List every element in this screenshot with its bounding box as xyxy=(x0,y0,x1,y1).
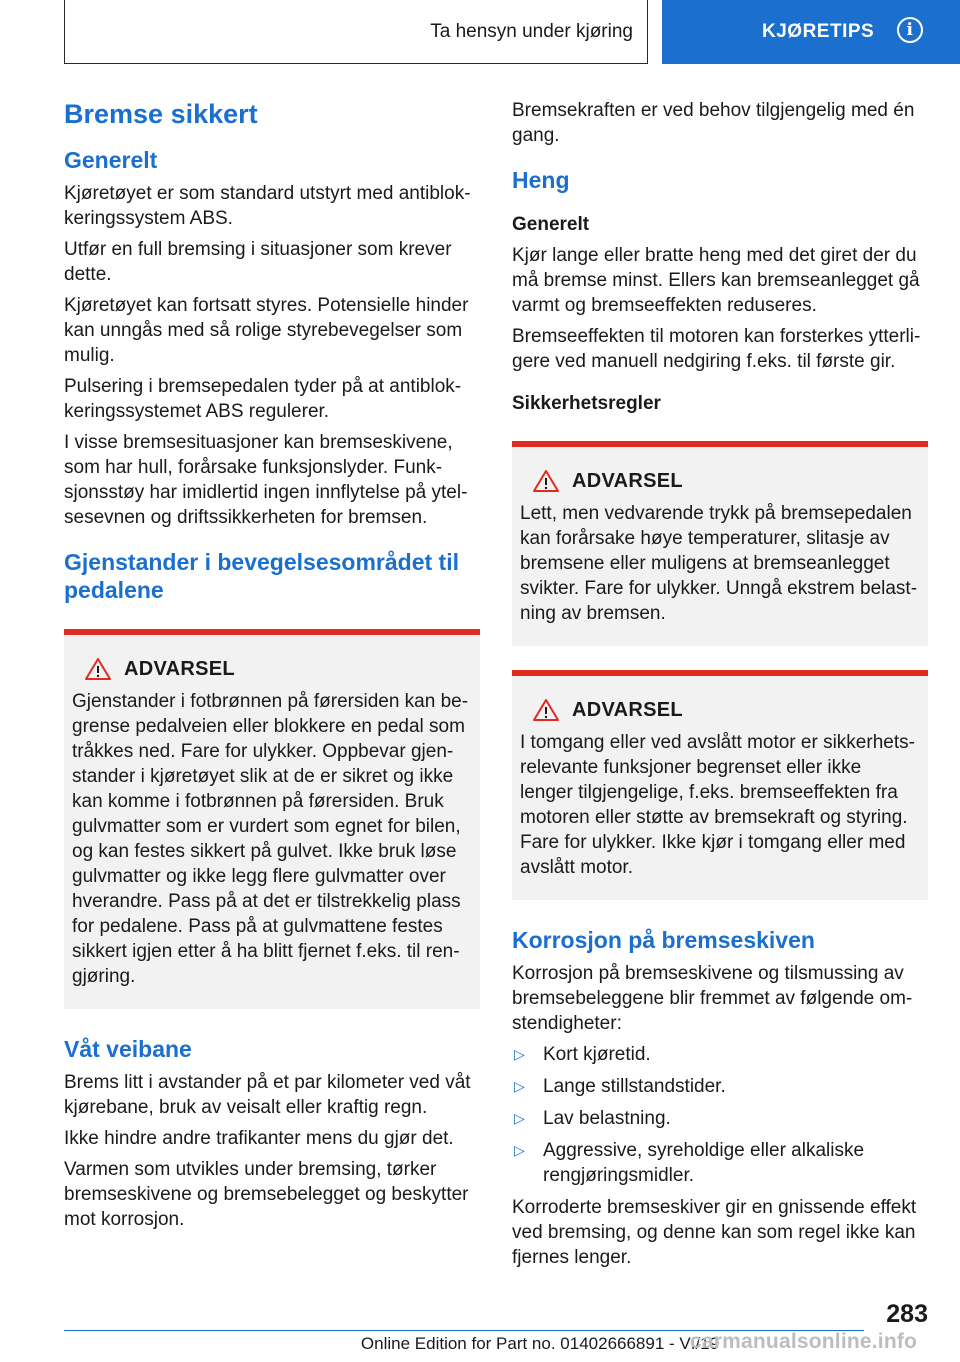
list-item: ▷ Lav belastning. xyxy=(514,1107,671,1129)
paragraph: Kjøretøyet er som standard utstyrt med antiblokkeringssystem ABS. xyxy=(64,182,471,229)
paragraph: Ikke hindre andre trafikanter mens du gjør det. xyxy=(64,1127,454,1149)
subheading-safety-rules: Sikkerhetsregler xyxy=(512,393,661,415)
warning-label: ADVARSEL xyxy=(572,698,683,721)
warning-text: Lett, men vedvarende trykk på bremsepedalen kan forårsake høye temperaturer, slitasje av bremsene eller muligens at bremseanlegget svikter. Fare for ulykker. Unngå ekstrem belastning av bremsen. xyxy=(520,503,918,625)
paragraph: Bremseeffekten til motoren kan forsterkes ytterligere ved manuell nedgiring f.eks. til første gir. xyxy=(512,326,921,373)
paragraph: Utfør en full bremsing i situasjoner som krever dette. xyxy=(64,238,452,285)
paragraph: Kjøretøyet kan fortsatt styres. Potensielle hinder kan unngås med så rolige styrebevegelser som mulig. xyxy=(64,294,469,366)
paragraph: Pulsering i bremsepedalen tyder på at antiblokkeringssystemet ABS regulerer. xyxy=(64,375,462,422)
warning-text: I tomgang eller ved avslått motor er sikkerhetsrelevante funksjoner begrenset eller ikke lenger tilgjengelige, f.eks. bremseeffekten fra motoren eller støtte av bremsekraft og styring. Fare for ulykker. Ikke kjør i tomgang eller med avslått motor. xyxy=(520,732,915,879)
paragraph: Brems litt i avstander på et par kilometer ved våt kjørebane, bruk av veisalt eller kraftig regn. xyxy=(64,1071,471,1118)
edition-text: Online Edition for Part no. 01402666891 - VI/19 xyxy=(360,1334,720,1353)
warning-title xyxy=(72,657,470,681)
warning-triangle-icon xyxy=(532,698,560,722)
paragraph: Kjør lange eller bratte heng med det giret der du må bremse minst. Ellers kan bremseanlegget gå varmt og bremseeffekten reduseres. xyxy=(512,245,920,317)
right-column xyxy=(512,98,928,1276)
warning-text: Gjenstander i fotbrønnen på førersiden kan begrense pedalveien eller blokkere en pedal som tråkkes ned. Fare for ulykker. Oppbevar gjenstander i kjøretøyet slik at de er sikret og ikke kan komme i fotbrønnen på førersiden. Bruk gulvmatter som er vurdert som egnet for bilen, og kan festes sikkert på gulvet. Ikke bruk løse gulvmatter og ikke legg flere gulvmatter over hverandre. Pass på at det er tilstrekkelig plass for pedalene. Pass på at gulvmattene festes sikkert igjen etter å ha blitt fjernet f.eks. til rengjøring. xyxy=(72,691,469,987)
section-header xyxy=(64,0,648,64)
bullet-list xyxy=(512,1042,928,1188)
warning-box xyxy=(512,670,928,900)
warning-box xyxy=(512,441,928,646)
bullet-triangle-icon: ▷ xyxy=(514,1045,525,1062)
bullet-triangle-icon: ▷ xyxy=(514,1077,525,1094)
watermark: carmanualsonline.info xyxy=(690,1330,918,1353)
paragraph: I visse bremsesituasjoner kan bremseskivene, som har hull, forårsake funksjonslyder. Funksjonsstøy har imidlertid ingen innflytelse på ytelsesevnen og driftssikkerheten for bremsen. xyxy=(64,431,468,528)
warning-label: ADVARSEL xyxy=(572,469,683,492)
page-number: 283 xyxy=(886,1300,928,1328)
chapter-tab[interactable] xyxy=(662,0,960,64)
warning-triangle-icon xyxy=(84,657,112,681)
paragraph: Bremsekraften er ved behov tilgjengelig med én gang. xyxy=(512,100,915,146)
list-item: ▷ Aggressive, syreholdige eller alkaliske rengjøringsmidler. xyxy=(514,1139,865,1186)
warning-title xyxy=(520,469,918,493)
heading-slope: Heng xyxy=(512,167,570,193)
paragraph: Korrosjon på bremseskivene og tilsmussing av bremsebeleggene blir fremmet av følgende omstendigheter: xyxy=(512,962,913,1034)
section-title: Ta hensyn under kjøring xyxy=(430,20,633,42)
info-icon[interactable]: i xyxy=(897,17,923,43)
paragraph: Varmen som utvikles under bremsing, tørker bremseskivene og bremsebelegget og beskytter mot korrosjon. xyxy=(64,1158,469,1230)
chapter-title: KJØRETIPS xyxy=(762,21,875,42)
heading-brake-safely: Bremse sikkert xyxy=(64,99,258,129)
bullet-triangle-icon: ▷ xyxy=(514,1141,525,1158)
warning-label: ADVARSEL xyxy=(124,657,235,680)
heading-objects-pedals: Gjenstander i bevegelsesområdet til pedalene xyxy=(64,548,459,604)
paragraph: Korroderte bremseskiver gir en gnissende effekt ved bremsing, og denne kan som regel ikke kan fjernes lenger. xyxy=(512,1196,917,1268)
left-column xyxy=(64,98,480,1238)
heading-general: Generelt xyxy=(64,146,158,173)
list-item: ▷ Lange stillstandstider. xyxy=(514,1075,726,1097)
warning-box xyxy=(64,629,480,1009)
heading-wet-road: Våt veibane xyxy=(64,1036,192,1062)
list-item: ▷ Kort kjøretid. xyxy=(514,1043,651,1065)
bullet-triangle-icon: ▷ xyxy=(514,1109,525,1126)
heading-brake-disc-corrosion: Korrosjon på bremseskiven xyxy=(512,927,815,954)
warning-title xyxy=(520,698,918,722)
warning-triangle-icon xyxy=(532,469,560,493)
subheading-general: Generelt xyxy=(512,213,590,235)
